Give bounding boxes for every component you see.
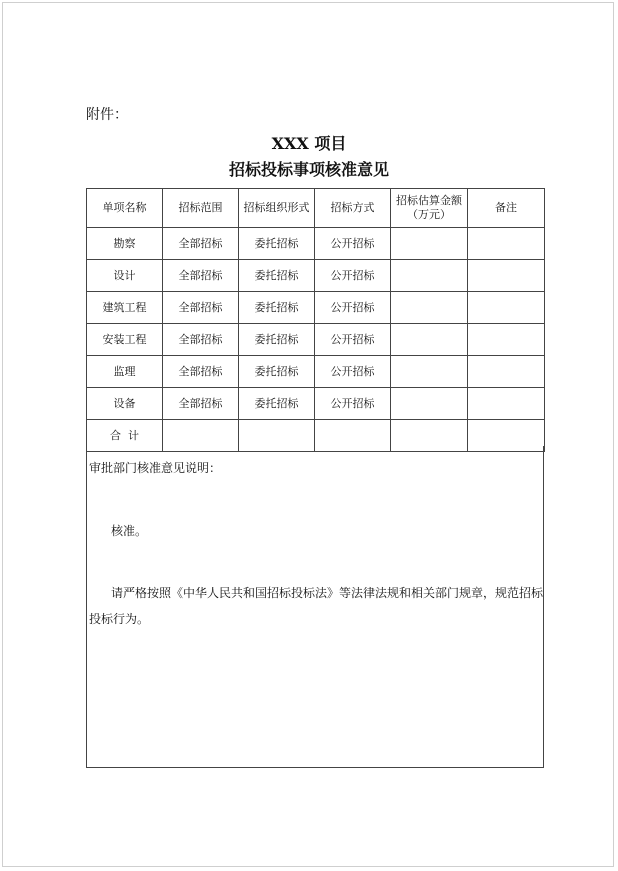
document-title-subject: 招标投标事项核准意见 xyxy=(228,160,389,179)
opinion-approved-text: 核准。 xyxy=(111,524,148,538)
cell-scope: 全部招标 xyxy=(163,356,239,388)
cell-method: 公开招标 xyxy=(315,228,391,260)
cell-amount xyxy=(391,260,468,292)
cell-scope: 全部招标 xyxy=(163,324,239,356)
cell-organization: 委托招标 xyxy=(239,324,315,356)
cell-organization: 委托招标 xyxy=(239,388,315,420)
cell-organization: 委托招标 xyxy=(239,292,315,324)
cell-name: 设备 xyxy=(87,388,163,420)
table-row xyxy=(87,228,545,260)
cell-name: 建筑工程 xyxy=(87,292,163,324)
cell-scope: 全部招标 xyxy=(163,228,239,260)
cell-method: 公开招标 xyxy=(315,292,391,324)
cell-scope: 全部招标 xyxy=(163,388,239,420)
opinion-section xyxy=(86,446,544,768)
cell-amount xyxy=(391,228,468,260)
header-amount xyxy=(391,189,468,228)
document-title-project: XXX 项目 xyxy=(271,134,347,153)
cell-amount xyxy=(391,292,468,324)
cell-name: 设计 xyxy=(87,260,163,292)
header-method: 招标方式 xyxy=(315,189,391,228)
cell-note xyxy=(468,292,545,324)
opinion-heading: 审批部门核准意见说明： xyxy=(89,461,222,475)
cell-scope: 全部招标 xyxy=(163,292,239,324)
header-note: 备注 xyxy=(468,189,545,228)
cell-amount xyxy=(391,388,468,420)
header-scope: 招标范围 xyxy=(163,189,239,228)
cell-method: 公开招标 xyxy=(315,324,391,356)
cell-method: 公开招标 xyxy=(315,356,391,388)
header-amount-line2: （万元） xyxy=(407,208,451,221)
cell-amount xyxy=(391,324,468,356)
cell-note xyxy=(468,260,545,292)
cell-scope: 全部招标 xyxy=(163,260,239,292)
table-row xyxy=(87,356,545,388)
approval-table xyxy=(86,188,545,452)
cell-note xyxy=(468,356,545,388)
table-row xyxy=(87,388,545,420)
cell-organization: 委托招标 xyxy=(239,356,315,388)
table-row xyxy=(87,324,545,356)
cell-name: 勘察 xyxy=(87,228,163,260)
table-header-row xyxy=(87,189,545,228)
cell-total-label: 合 计 xyxy=(87,420,163,452)
cell-organization: 委托招标 xyxy=(239,228,315,260)
cell-note xyxy=(468,324,545,356)
cell-note xyxy=(468,388,545,420)
header-amount-line1: 招标估算金额 xyxy=(396,194,462,207)
cell-name: 安装工程 xyxy=(87,324,163,356)
header-item-name: 单项名称 xyxy=(87,189,163,228)
table-row xyxy=(87,292,545,324)
cell-name: 监理 xyxy=(87,356,163,388)
header-organization: 招标组织形式 xyxy=(239,189,315,228)
cell-amount xyxy=(391,356,468,388)
cell-note xyxy=(468,228,545,260)
opinion-body-text: 请严格按照《中华人民共和国招标投标法》等法律法规和相关部门规章，规范招标投标行为。 xyxy=(89,586,544,626)
cell-organization: 委托招标 xyxy=(239,260,315,292)
table-row xyxy=(87,260,545,292)
attachment-label: 附件： xyxy=(86,107,128,123)
cell-method: 公开招标 xyxy=(315,388,391,420)
cell-method: 公开招标 xyxy=(315,260,391,292)
